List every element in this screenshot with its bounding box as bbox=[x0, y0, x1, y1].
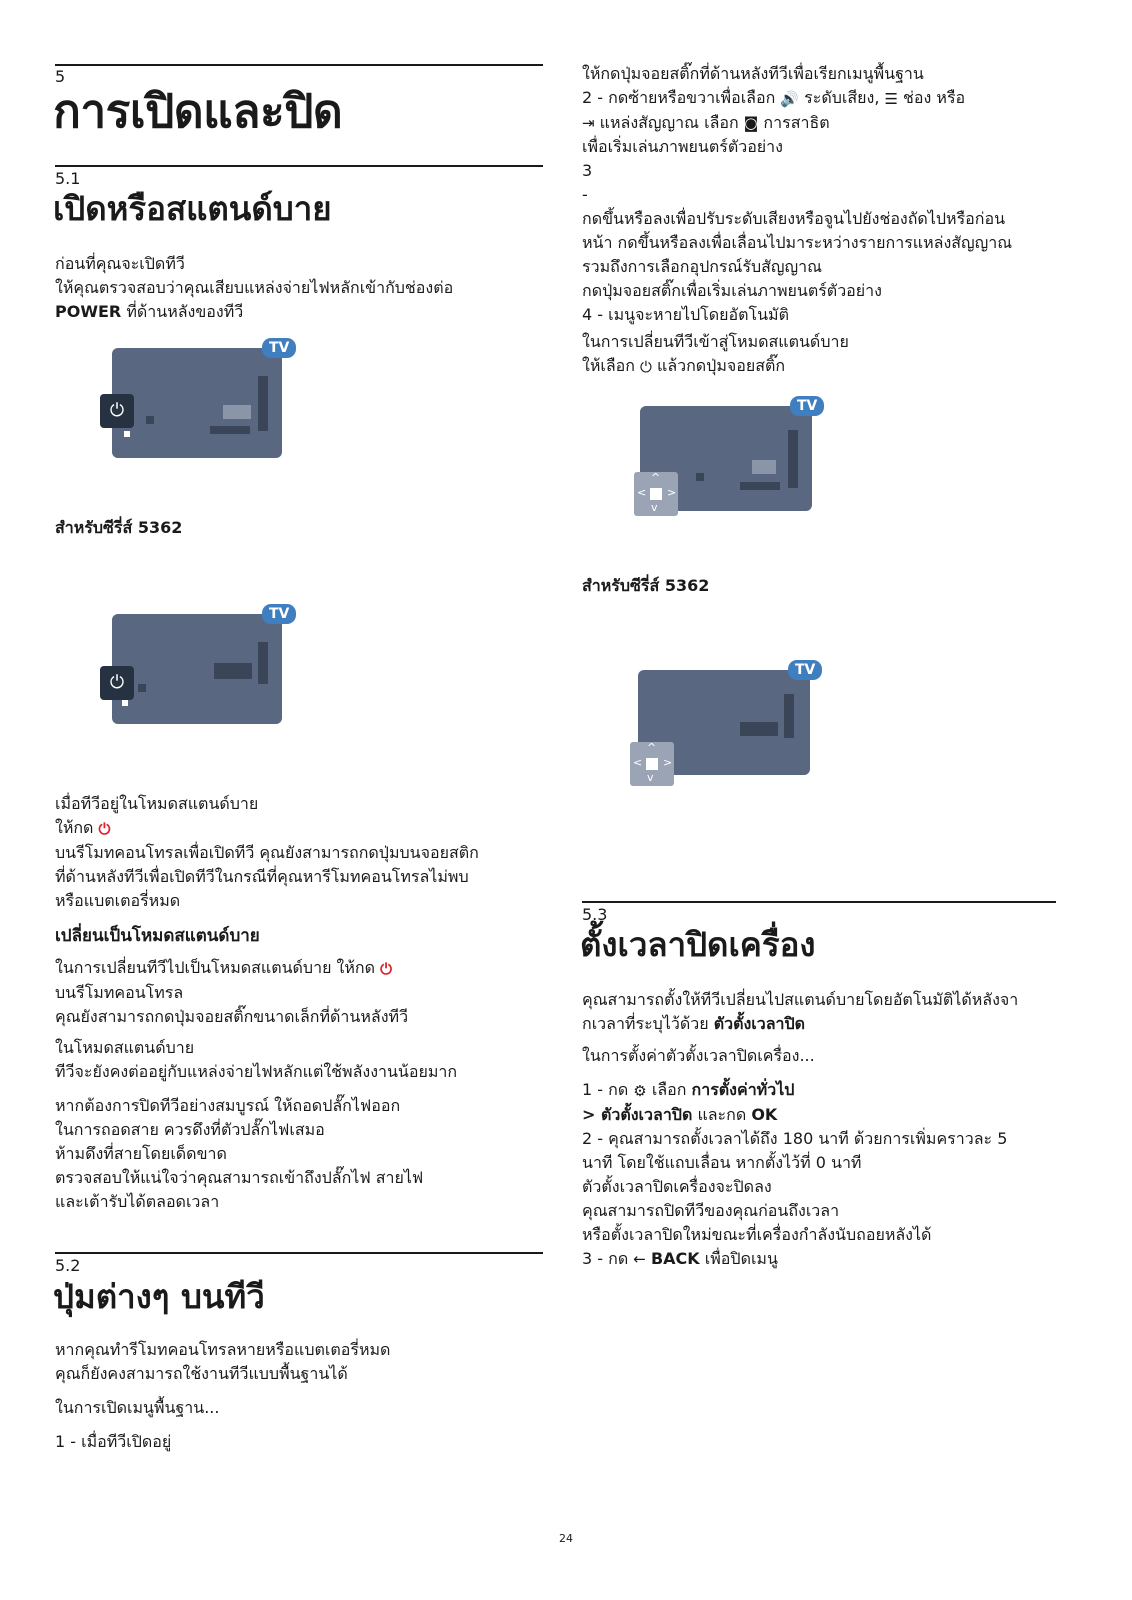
text-line: ให้กด ⏻ bbox=[55, 816, 543, 841]
section-5-3-number: 5.3 bbox=[582, 905, 608, 924]
tv-back-panel bbox=[109, 614, 282, 724]
text-line: กดขึ้นหรือลงเพื่อปรับระดับเสียงหรือจูนไปยังช่องถัดไปหรือก่อน bbox=[582, 209, 1006, 228]
series-label: สำหรับซีรี่ส์ 5362 bbox=[55, 518, 183, 537]
chevron-down-icon: v bbox=[647, 771, 654, 784]
section-5-2-rule bbox=[55, 1252, 543, 1254]
text-line: เพื่อเริ่มเล่นภาพยนตร์ตัวอย่าง bbox=[582, 137, 783, 156]
text-line: กดปุ่มจอยสติ๊กเพื่อเริ่มเล่นภาพยนตร์ตัวอย่าง bbox=[582, 281, 882, 300]
text-line: ทีวีจะยังคงต่ออยู่กับแหล่งจ่ายไฟหลักแต่ใช้พลังงานน้อยมาก bbox=[55, 1062, 458, 1081]
text-line: หรือตั้งเวลาปิดใหม่ขณะที่เครื่องกำลังนับถอยหลังได้ bbox=[582, 1224, 932, 1244]
chapter-title: การเปิดและปิด bbox=[53, 84, 343, 138]
source-icon: ⇥ bbox=[582, 114, 595, 132]
series-label: สำหรับซีรี่ส์ 5362 bbox=[582, 576, 710, 595]
text-line: ⇥ แหล่งสัญญาณ เลือก ◙ การสาธิต bbox=[582, 111, 1072, 136]
tv-connector bbox=[138, 684, 146, 692]
step-1 bbox=[55, 1430, 543, 1454]
text-line: บนรีโมทคอนโทรลเพื่อเปิดทีวี คุณยังสามารถกดปุ่มบนจอยสติก bbox=[55, 842, 479, 862]
joystick-center bbox=[646, 758, 658, 770]
tv-illustration bbox=[100, 604, 300, 734]
text-line: หากคุณทำรีโมทคอนโทรลหายหรือแบตเตอรี่หมด bbox=[55, 1340, 391, 1359]
tv-connector bbox=[214, 663, 252, 679]
chevron-right-icon: > bbox=[663, 756, 673, 769]
text-line: > ตัวตั้งเวลาปิด และกด OK bbox=[582, 1104, 778, 1124]
tv-connector bbox=[146, 416, 154, 424]
text-line: หรือแบตเตอรี่หมด bbox=[55, 890, 181, 910]
text-line: ให้กดปุ่มจอยสติ๊กที่ด้านหลังทีวีเพื่อเรียกเมนูพื้นฐาน bbox=[582, 64, 924, 83]
page-number: 24 bbox=[559, 1532, 573, 1545]
text-line: หากต้องการปิดทีวีอย่างสมบูรณ์ ให้ถอดปลั๊กไฟออก bbox=[55, 1096, 401, 1115]
section-5-1-number: 5.1 bbox=[55, 169, 81, 188]
tv-slot bbox=[258, 376, 268, 431]
basic-menu-paragraph bbox=[55, 1396, 543, 1420]
sleep-timer-intro bbox=[582, 988, 1072, 1036]
text-line: ตรวจสอบให้แน่ใจว่าคุณสามารถเข้าถึงปลั๊กไฟ สายไฟ bbox=[55, 1168, 424, 1187]
tv-back-panel bbox=[109, 348, 282, 458]
section-5-1-title: เปิดหรือสแตนด์บาย bbox=[53, 189, 332, 228]
text-line: หน้า กดขึ้นหรือลงเพื่อเลื่อนไปมาระหว่างรายการแหล่งสัญญาณ bbox=[582, 233, 1013, 252]
text-line: 1 - กด ⚙ เลือก การตั้งค่าทั่วไป bbox=[582, 1078, 1072, 1103]
sleep-timer-lead bbox=[582, 1044, 1072, 1068]
text-line: 2 - คุณสามารถตั้งเวลาได้ถึง 180 นาที ด้วยการเพิ่มคราวละ 5 bbox=[582, 1128, 1008, 1148]
section-5-3-rule bbox=[582, 901, 1056, 903]
power-icon: ⏻ bbox=[640, 357, 652, 376]
text-line: ก่อนที่คุณจะเปิดทีวี bbox=[55, 254, 185, 273]
chapter-number: 5 bbox=[55, 67, 66, 86]
text-line: POWER ที่ด้านหลังของทีวี bbox=[55, 302, 244, 321]
text-line: 4 - เมนูจะหายไปโดยอัตโนมัติ bbox=[582, 305, 789, 324]
back-arrow-icon: ← bbox=[633, 1250, 646, 1268]
text-line: ในการเปลี่ยนทีวีไปเป็นโหมดสแตนด์บาย ให้กด ⏻ bbox=[55, 956, 543, 981]
chevron-down-icon: v bbox=[651, 501, 658, 514]
power-label: POWER bbox=[55, 302, 122, 321]
demo-icon: ◙ bbox=[743, 114, 759, 132]
text-line: 3 - กด ← BACK เพื่อปิดเมนู bbox=[582, 1247, 1072, 1272]
chapter-rule bbox=[55, 64, 543, 66]
section-5-1-rule bbox=[55, 165, 543, 167]
tv-slot bbox=[788, 430, 798, 488]
text-line: คุณสามารถตั้งให้ทีวีเปลี่ยนไปสแตนด์บายโดยอัตโนมัติได้หลังจา bbox=[582, 990, 1019, 1009]
tv-connector bbox=[740, 722, 778, 736]
text-line: บนรีโมทคอนโทรล bbox=[55, 982, 184, 1002]
tv-slot bbox=[784, 694, 794, 738]
intro-paragraph bbox=[55, 252, 543, 324]
standby-on-paragraph bbox=[55, 792, 543, 913]
standby-mode-paragraph bbox=[55, 1036, 543, 1084]
joystick-dot bbox=[124, 431, 130, 437]
text-line: 1 - เมื่อทีวีเปิดอยู่ bbox=[55, 1432, 172, 1451]
text-line: คุณก็ยังคงสามารถใช้งานทีวีแบบพื้นฐานได้ bbox=[55, 1364, 348, 1383]
standby-keys-paragraph bbox=[582, 330, 1072, 379]
chevron-right-icon: > bbox=[667, 486, 677, 499]
tv-connector bbox=[740, 482, 780, 490]
power-button-callout bbox=[100, 666, 134, 700]
section-5-2-number: 5.2 bbox=[55, 1256, 81, 1275]
text-line: ในการเปลี่ยนทีวีเข้าสู่โหมดสแตนด์บาย bbox=[582, 332, 849, 351]
text-line: ในการถอดสาย ควรดึงที่ตัวปลั๊กไฟเสมอ bbox=[55, 1120, 325, 1139]
power-icon: ⏻ bbox=[109, 400, 125, 421]
channel-list-icon: ☰ bbox=[884, 89, 898, 108]
text-line: ในโหมดสแตนด์บาย bbox=[55, 1038, 195, 1057]
text-line: กเวลาที่ระบุไว้ด้วย ตัวตั้งเวลาปิด bbox=[582, 1014, 806, 1033]
power-icon: ⏻ bbox=[109, 672, 125, 693]
chevron-left-icon: < bbox=[633, 756, 643, 769]
text-line: ตัวตั้งเวลาปิดเครื่องจะปิดลง bbox=[582, 1176, 772, 1196]
joystick-control bbox=[630, 742, 674, 786]
text-line: คุณสามารถปิดทีวีของคุณก่อนถึงเวลา bbox=[582, 1200, 840, 1220]
section-5-2-title: ปุ่มต่างๆ บนทีวี bbox=[53, 1277, 265, 1316]
text-line: - bbox=[582, 185, 588, 204]
joystick-control bbox=[634, 472, 678, 516]
power-button-callout bbox=[100, 394, 134, 428]
section-5-3-title: ตั้งเวลาปิดเครื่อง bbox=[580, 925, 816, 964]
text-line: ในการตั้งค่าตัวตั้งเวลาปิดเครื่อง... bbox=[582, 1046, 815, 1065]
keys-steps-paragraph bbox=[582, 62, 1072, 327]
text-line: 2 - กดซ้ายหรือขวาเพื่อเลือก 🔊 ระดับเสียง, ☰ ช่อง หรือ bbox=[582, 86, 1072, 111]
chevron-up-icon: ^ bbox=[651, 471, 661, 484]
joystick-center bbox=[650, 488, 662, 500]
tv-connector bbox=[696, 473, 704, 481]
gear-icon: ⚙ bbox=[633, 1081, 647, 1100]
power-icon: ⏻ bbox=[98, 819, 111, 838]
chevron-up-icon: ^ bbox=[647, 741, 657, 754]
text-line: รวมถึงการเลือกอุปกรณ์รับสัญญาณ bbox=[582, 257, 822, 276]
keys-intro-paragraph bbox=[55, 1338, 543, 1386]
tv-slot bbox=[258, 642, 268, 684]
sleep-timer-steps bbox=[582, 1078, 1072, 1271]
tv-badge: TV bbox=[262, 604, 296, 624]
tv-illustration bbox=[100, 338, 300, 468]
text-line: ในการเปิดเมนูพื้นฐาน... bbox=[55, 1398, 220, 1417]
text-line: คุณยังสามารถกดปุ่มจอยสติ๊กขนาดเล็กที่ด้านหลังทีวี bbox=[55, 1006, 409, 1026]
tv-badge: TV bbox=[790, 396, 824, 416]
tv-illustration bbox=[632, 396, 832, 526]
text-line: ห้ามดึงที่สายโดยเด็ดขาด bbox=[55, 1144, 227, 1163]
text-line: ให้คุณตรวจสอบว่าคุณเสียบแหล่งจ่ายไฟหลักเข้ากับช่องต่อ bbox=[55, 278, 454, 297]
joystick-dot bbox=[122, 700, 128, 706]
tv-badge: TV bbox=[262, 338, 296, 358]
tv-illustration bbox=[630, 660, 830, 790]
standby-switch-paragraph bbox=[55, 956, 543, 1029]
power-icon: ⏻ bbox=[380, 959, 392, 978]
volume-icon: 🔊 bbox=[780, 89, 800, 108]
text-line: เมื่อทีวีอยู่ในโหมดสแตนด์บาย bbox=[55, 794, 259, 813]
subheading-standby: เปลี่ยนเป็นโหมดสแตนด์บาย bbox=[55, 926, 260, 946]
text-line: ที่ด้านหลังทีวีเพื่อเปิดทีวีในกรณีที่คุณหารีโมทคอนโทรลไม่พบ bbox=[55, 866, 469, 886]
tv-connector bbox=[752, 460, 776, 474]
text-line: 3 bbox=[582, 161, 593, 180]
text-line: ให้เลือก ⏻ แล้วกดปุ่มจอยสติ๊ก bbox=[582, 354, 1072, 379]
text-line: และเต้ารับได้ตลอดเวลา bbox=[55, 1192, 220, 1211]
chevron-left-icon: < bbox=[637, 486, 647, 499]
tv-connector bbox=[223, 405, 251, 419]
tv-connector bbox=[210, 426, 250, 434]
tv-badge: TV bbox=[788, 660, 822, 680]
power-off-paragraph bbox=[55, 1094, 543, 1214]
text-line: นาที โดยใช้แถบเลื่อน หากตั้งไว้ที่ 0 นาที bbox=[582, 1152, 862, 1172]
